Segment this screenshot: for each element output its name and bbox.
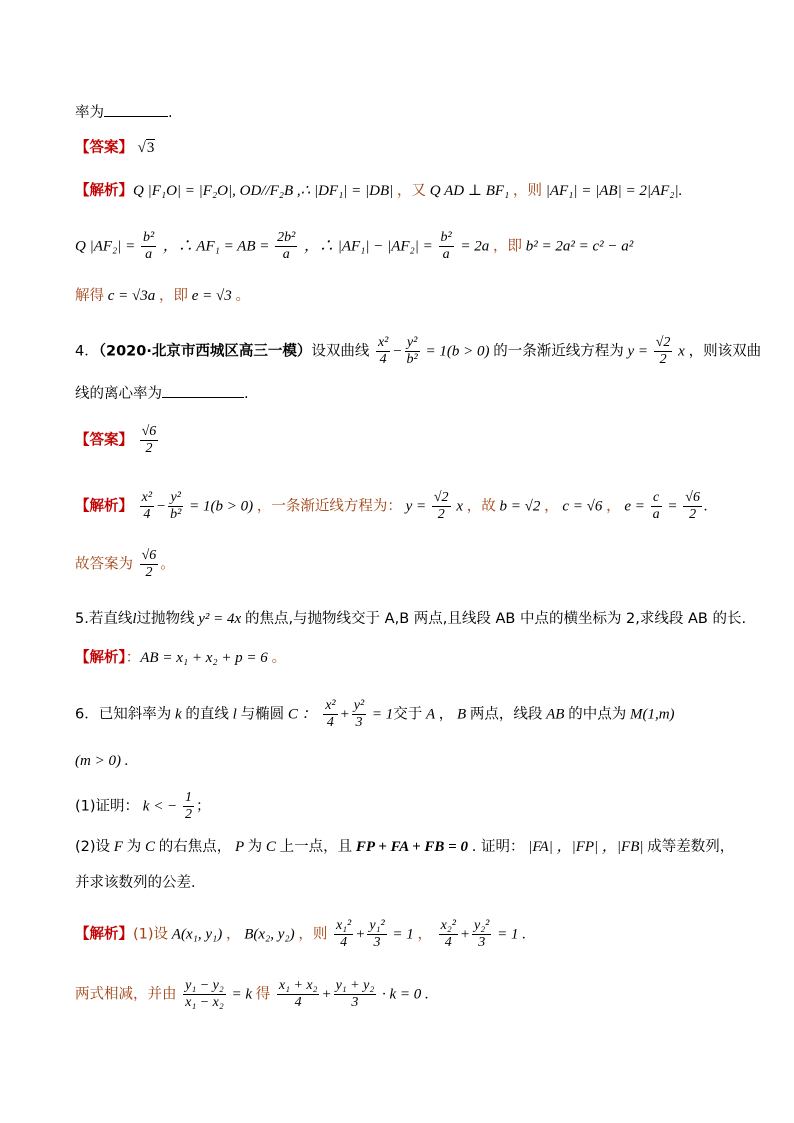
q6-sub-eq-1: = k (227, 986, 256, 1003)
q3-analysis-line-3 (75, 285, 250, 307)
q6-sub-text-1: 两式相减，并由 (75, 986, 177, 1003)
frac-y2-3 (352, 698, 366, 731)
q4-answer-line (75, 424, 160, 457)
frac-one-2 (183, 790, 194, 823)
q6-var-c: C ： (284, 706, 317, 723)
q3-eq-3: |AF₁| = |AB| = 2|AF₂|. (541, 183, 683, 199)
q3-eq-7: = 2a (460, 238, 493, 255)
frac-num: y² (353, 698, 365, 713)
q4-ana-text-4: ， (606, 498, 621, 515)
frac-den: 2 (184, 807, 192, 822)
q6-p2-text-3: 的右焦点， (158, 839, 232, 855)
q4-eq-3: x (674, 343, 689, 360)
answer-blank (104, 116, 168, 117)
frac-den: a (652, 507, 660, 522)
q4-line-2 (75, 383, 249, 405)
frac-num: x₁² (335, 918, 352, 933)
frac-num: x² (377, 335, 389, 350)
frac-b2-a (141, 230, 156, 263)
q3-word-2: ，则 (512, 183, 542, 199)
q6-eq-1: = 1 (368, 706, 394, 723)
frac-x2sq-4 (439, 918, 458, 951)
q6-part2-line-2 (75, 872, 206, 894)
frac-num: c (653, 490, 660, 505)
q6-text-1: 6．已知斜率为 (75, 706, 172, 723)
q4-ana-text-2: ，故 (466, 498, 496, 515)
q4-text-3: ，则该双曲 (688, 343, 762, 360)
frac-num: x² (141, 490, 153, 505)
frac-num: b² (440, 230, 452, 245)
analysis-tag: 【解析】 (75, 498, 133, 515)
q3-eq-8: b² = 2a² = c² − a² (521, 238, 634, 255)
frac-sy-3 (334, 978, 377, 1011)
q3-word-4: 解得 (75, 288, 104, 304)
q6-var-l: l (228, 706, 241, 723)
q6-ana-eq-3: = 1 (388, 926, 418, 943)
q5-var-l: l (132, 611, 137, 627)
q5-eq-1: y² = 4x (194, 611, 245, 627)
q4-ana-eq-2: y = (401, 498, 430, 515)
frac-x2-4 (323, 698, 337, 731)
q3-tail-end: . (168, 105, 173, 121)
q4-analysis-line: 【解析】 $\frac{\text{x²}}{4}$ − $\frac{\text{y²}}{\text{b²}}$ = 1(b > 0) ，一条渐近线方程为： y = $\frac{√2}{2}$ x ，故 b = √2 ， c = √6 ， e = $\frac{c}{a}$ = $\frac{√6}{2}$ . (75, 490, 708, 522)
frac-num: √6 (141, 548, 157, 563)
frac-num: x₂² (440, 918, 456, 933)
frac-x1sq-4 (334, 918, 353, 951)
frac-den: 4 (277, 994, 320, 1011)
q5-line (75, 608, 746, 630)
q6-ana-eq-2: B(x₂, y₂) (240, 926, 299, 943)
frac-y2-b2 (405, 335, 420, 368)
q6-ana-comma: ， (225, 926, 241, 943)
frac-den: 4 (334, 934, 353, 951)
q6-ana-eq-1: A(x₁, y₁) (168, 926, 226, 943)
answer-blank (162, 397, 244, 398)
frac-num: y² (406, 335, 418, 350)
q3-eq-4: Q |AF₂| = (75, 238, 139, 255)
q5-text-3: 的焦点,与抛物线交于 A,B 两点,且线段 AB 中点的横坐标为 2,求线段 AB 的长. (244, 611, 747, 627)
frac-den: b² (170, 507, 182, 522)
q6-ana-eq-4: = 1 . (493, 926, 526, 943)
frac-num: y₁ − y₂ (185, 978, 224, 993)
analysis-tag: 【解析】 (75, 926, 133, 943)
q3-eq-1: Q |F₁O| = |F₂O|, OD//F₂B ,∴ |DF₁| = |DB| (133, 183, 398, 199)
q4-number: 4． (75, 343, 99, 360)
frac-den: a (141, 246, 156, 263)
frac-den: a (439, 246, 454, 263)
q6-p2-vector-mags: |FA| ，|FP| ，|FB| (524, 839, 648, 855)
q3-tail-text: 率为 (75, 105, 104, 121)
q4-ana-eq-5: c = √6 (558, 498, 607, 515)
q6-p2-var-c2: C (262, 839, 280, 855)
frac-num: √2 (655, 335, 671, 350)
q5-analysis-line (75, 647, 286, 669)
q6-p2-vector-eq: FP + FA + FB = 0 (352, 839, 472, 855)
frac-num: y₁ + y₂ (335, 978, 375, 993)
q4-ana-eq-1: = 1(b > 0) (185, 498, 257, 515)
frac-num: 2b² (277, 230, 296, 245)
frac-b2-a-2 (439, 230, 454, 263)
q6-subtract-line: 两式相减，并由 $\frac{\text{y₁ − y₂}}{\text{x₁ − x₂}}$ = k 得 $\frac{\text{x₁ + x₂}}{4}$ + $\frac{\text{y₁ + y₂}}{3}$ · k = 0 . (75, 978, 429, 1010)
frac-x2-4 (140, 490, 154, 523)
q6-eq-2: M(1,m) (626, 706, 675, 723)
q6-p1-text: (1)证明： (75, 798, 140, 815)
q3-word-6: 。 (235, 288, 251, 304)
frac-num: √6 (685, 490, 700, 505)
q6-part2-line (75, 836, 734, 858)
q6-part1-line (75, 790, 210, 823)
q6-analysis-line: 【解析】(1)设 A(x₁, y₁) ， B(x₂, y₂) ，则 $\frac{\text{x₁²}}{4}$ + $\frac{\text{y₁²}}{3}$ = 1 ， $\frac{\text{x₂²}}{4}$ + $\frac{\text{y₂²}}{3}$ = 1 . (75, 918, 526, 950)
frac-den: b² (406, 352, 418, 367)
frac-y2sq-3 (472, 918, 491, 951)
frac-num: b² (143, 230, 155, 245)
q3-analysis-line-1 (75, 180, 682, 202)
q3-answer-value: 3 (146, 140, 155, 156)
q3-word-1: ，又 (397, 183, 427, 199)
frac-sqrt6-2 (683, 490, 702, 523)
q3-eq-10: e = √3 (188, 288, 236, 304)
frac-den: a (275, 246, 297, 263)
q3-eq-6: ，∴ |AF₁| − |AF₂| = (303, 238, 437, 255)
q3-eq-2: Q AD ⊥ BF₁ (426, 183, 513, 199)
q6-p2-text-4: 为 (247, 839, 263, 855)
q6-p1-end: ； (195, 798, 211, 815)
frac-num: y² (170, 490, 181, 505)
q6-text-6: 的中点为 (568, 706, 627, 723)
q6-p2-text-8: 并求该数列的公差． (75, 875, 206, 891)
q5-ana-colon: ： (125, 650, 141, 666)
q4-eq-1: = 1(b > 0) (421, 343, 494, 360)
q6-p2-var-f: F (110, 839, 127, 855)
frac-den: 2 (140, 564, 159, 581)
frac-sx-4 (277, 978, 320, 1011)
q4-answer-final (75, 548, 175, 581)
q4-text-end: . (244, 386, 249, 402)
q6-ana-text-1: (1)设 (133, 926, 169, 943)
q6-var-b: B (453, 706, 470, 723)
q4-ana-eq-6: e = (620, 498, 649, 515)
q6-p2-var-c: C (141, 839, 159, 855)
frac-den: 4 (439, 934, 458, 951)
q4-text-1: 设双曲线 (311, 343, 370, 360)
q6-p2-text-1: (2)设 (75, 839, 111, 855)
frac-y2-b2 (168, 490, 183, 523)
q4-ana-eq-4: b = √2 (495, 498, 545, 515)
q4-final-end: 。 (160, 556, 175, 573)
q6-comma: ， (438, 706, 454, 723)
q4-ana-eq-8: . (703, 498, 708, 515)
q6-var-k: k (171, 706, 186, 723)
frac-den: x₁ − x₂ (185, 995, 224, 1010)
q6-p2-var-p: P (231, 839, 248, 855)
q6-ana-comma-2: ， (417, 926, 433, 943)
frac-den: 3 (367, 934, 386, 951)
frac-den: 3 (472, 934, 491, 951)
q5-ana-end: 。 (271, 650, 287, 666)
q3-answer: √3 (137, 140, 155, 156)
frac-den: 4 (376, 351, 390, 368)
q4-text-2: 的一条渐近线方程为 (493, 343, 624, 360)
frac-c-a (651, 490, 662, 523)
frac-y1sq-3 (367, 918, 386, 951)
q3-analysis-line-2 (75, 230, 633, 263)
q6-p2-text-7: 成等差数列， (647, 839, 735, 855)
q6-var-ab: AB (542, 706, 569, 723)
frac-den: 2 (140, 440, 159, 457)
q4-ana-eq-3: x (452, 498, 467, 515)
q6-line-2 (75, 750, 128, 772)
analysis-tag: 【解析】 (75, 650, 126, 666)
q5-text-1: 5.若直线 (75, 611, 133, 627)
q4-ana-text-3: ， (544, 498, 559, 515)
q5-ana-eq: AB = x₁ + x₂ + p = 6 (140, 650, 272, 666)
q3-tail-line (75, 102, 173, 124)
analysis-tag: 【解析】 (75, 183, 133, 199)
frac-sqrt6-2 (140, 424, 159, 457)
answer-tag: 【答案】 (75, 432, 133, 449)
q6-p1-eq: k < − (139, 798, 181, 815)
q4-text-4: 线的离心率为 (75, 386, 162, 402)
frac-sqrt2-2 (654, 335, 673, 368)
frac-num: x² (325, 698, 336, 713)
q6-var-a: A (422, 706, 439, 723)
q4-ana-eq-7: = (663, 498, 682, 515)
frac-num: x₁ + x₂ (278, 978, 318, 993)
frac-num: 1 (184, 790, 192, 805)
q6-sub-eq-2: · k = 0 . (378, 986, 429, 1003)
q6-text-2: 的直线 (185, 706, 229, 723)
frac-sqrt2-2 (432, 490, 451, 523)
answer-tag: 【答案】 (75, 140, 133, 156)
q3-word-5: ，即 (159, 288, 189, 304)
q6-p2-text-5: 上一点，且 (279, 839, 353, 855)
q6-text-5: 两点，线段 (469, 706, 543, 723)
frac-den: 3 (352, 714, 366, 731)
q6-text-3: 与椭圆 (240, 706, 285, 723)
frac-num: y₁² (369, 918, 385, 933)
q6-sub-text-2: 得 (255, 986, 271, 1003)
q6-text-4: 交于 (393, 706, 423, 723)
frac-den: 4 (323, 714, 337, 731)
q3-eq-9: c = √3a (104, 288, 160, 304)
q4-line-1: 4．（2020·北京市西城区高三一模）设双曲线 $\frac{\text{x²}}{4}$ − $\frac{\text{y²}}{\text{b²}}$ = 1(b > 0) 的一条渐近线方程为 y = $\frac{√2}{2}$ x ，则该双曲 (75, 335, 762, 367)
frac-den: 2 (683, 506, 702, 523)
q4-final-text: 故答案为 (75, 556, 133, 573)
frac-num: √2 (433, 490, 449, 505)
frac-num: √6 (141, 424, 157, 439)
q6-line-1: 6．已知斜率为 k 的直线 l 与椭圆 C ： $\frac{\text{x²}}{4}$ + $\frac{\text{y²}}{3}$ = 1交于 A ， B 两点，线段 AB 的中点为 M(1,m) (75, 698, 675, 730)
q5-text-2: 过抛物线 (136, 611, 195, 627)
frac-2b2-a (275, 230, 297, 263)
q3-answer-line (75, 137, 155, 159)
q4-ana-text-1: ，一条渐近线方程为： (256, 498, 402, 515)
frac-sqrt6-2 (140, 548, 159, 581)
q6-ana-text-2: ，则 (298, 926, 328, 943)
frac-den: 2 (432, 506, 451, 523)
q4-source: （2020·北京市西城区高三一模） (98, 343, 312, 360)
q3-eq-5: ，∴ AF₁ = AB = (162, 238, 274, 255)
frac-den: 3 (334, 994, 377, 1011)
q6-eq-3: (m > 0) . (75, 753, 129, 769)
frac-den: 4 (140, 506, 154, 523)
q6-p2-text-6: . 证明： (471, 839, 525, 855)
q4-eq-2: y = (623, 343, 652, 360)
q3-word-3: ，即 (492, 238, 522, 255)
q6-p2-text-2: 为 (126, 839, 142, 855)
frac-num: y₂² (474, 918, 490, 933)
frac-dy-dx (183, 978, 226, 1011)
frac-x2-4 (376, 335, 390, 368)
frac-den: 2 (654, 351, 673, 368)
